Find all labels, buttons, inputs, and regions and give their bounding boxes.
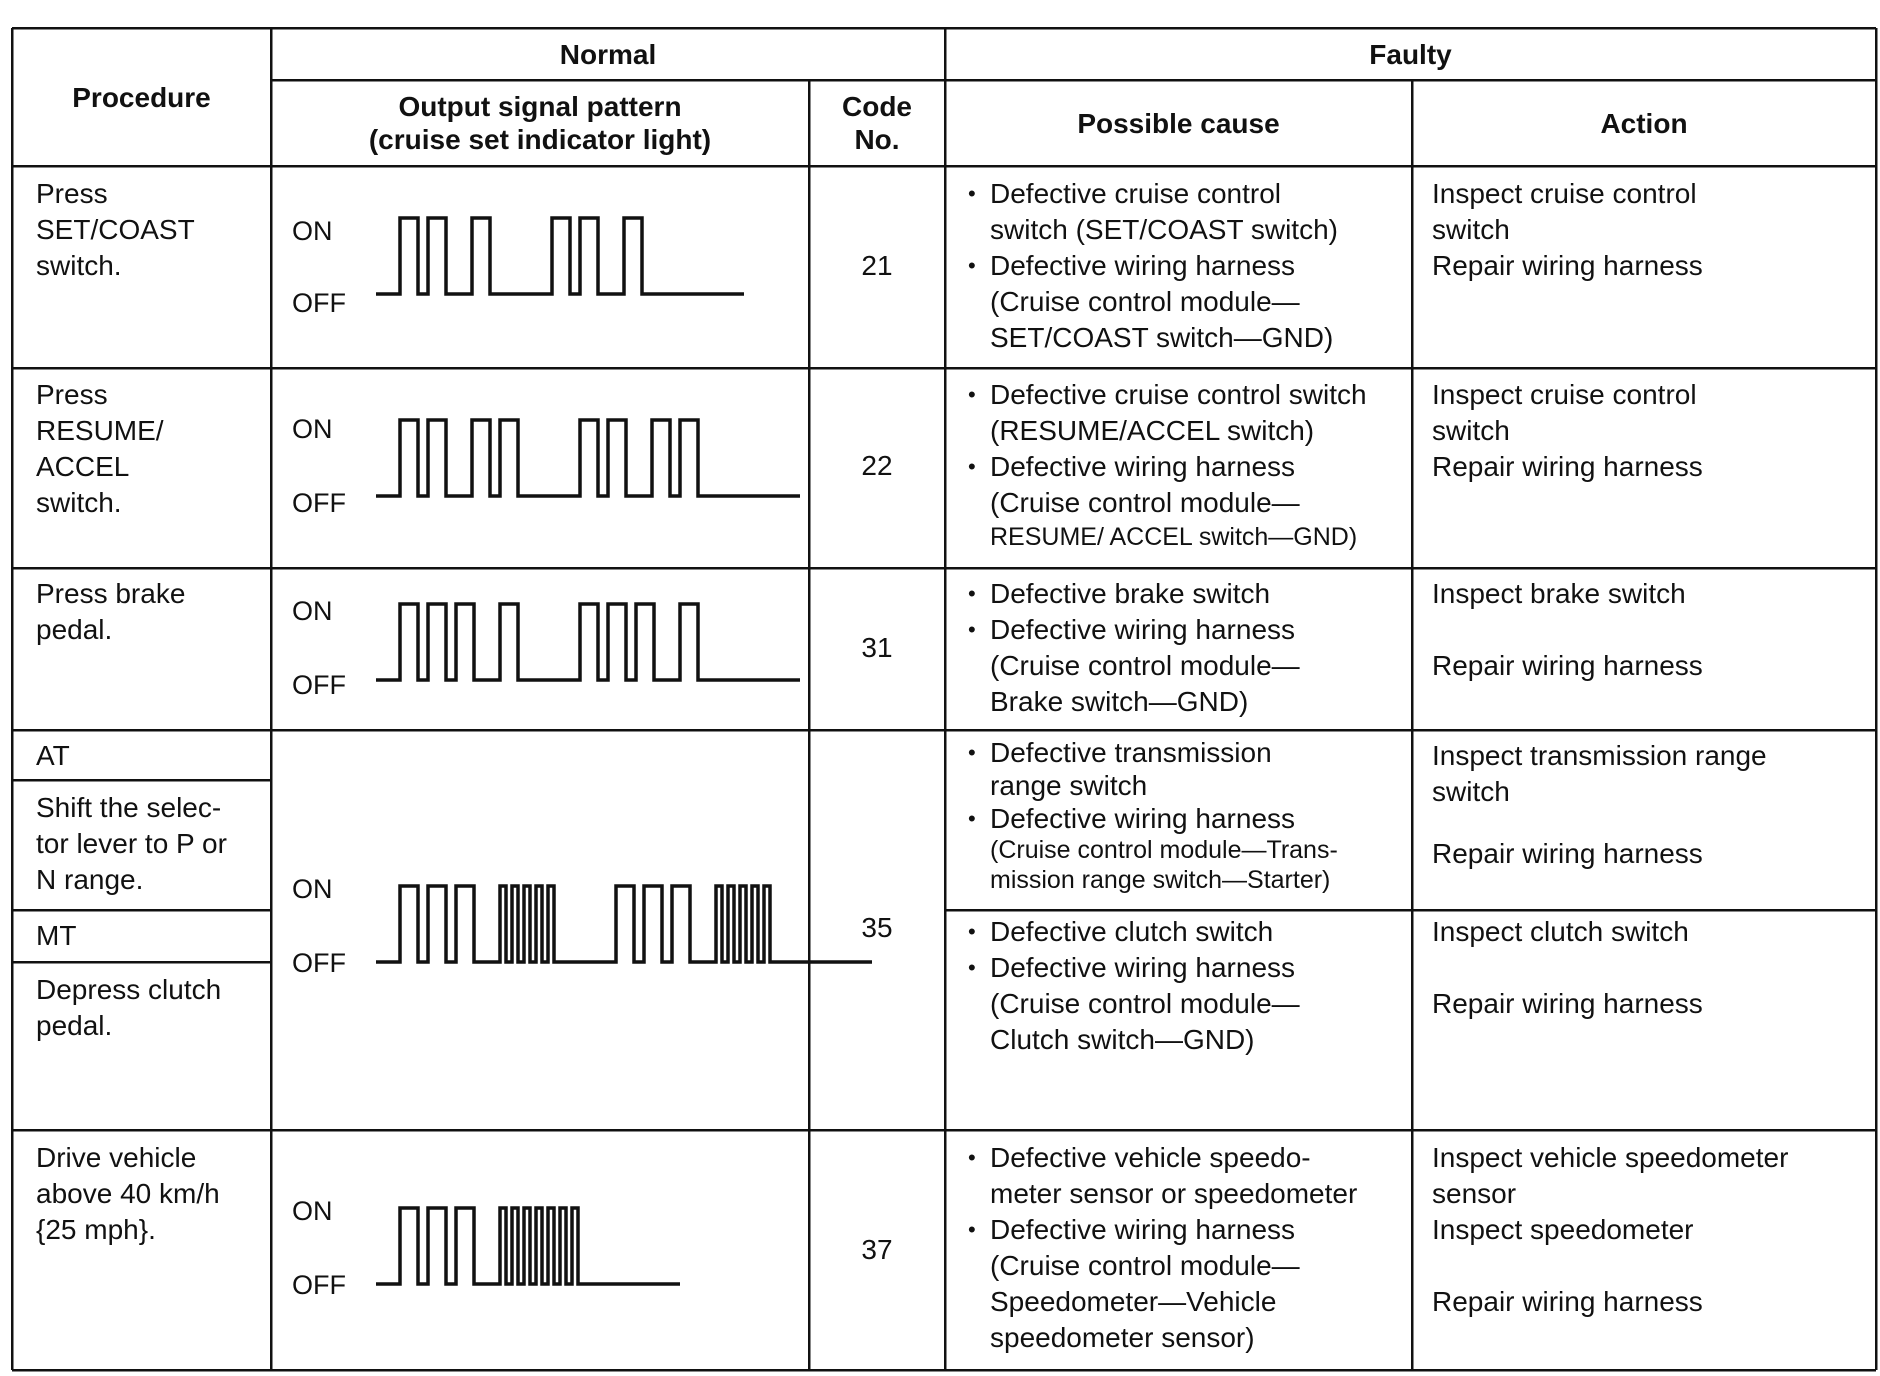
cause-item [966, 1140, 1357, 1212]
row-21-procedure [36, 176, 195, 284]
row-35-off-label: OFF [292, 948, 346, 978]
procedure-line: switch. [36, 487, 122, 518]
faulty-header: Faulty [1369, 38, 1452, 70]
action-line: Inspect vehicle speedometer [1432, 1142, 1789, 1173]
action-line: Inspect speedometer [1432, 1214, 1694, 1245]
cause-line: • Defective vehicle speedo- [990, 1142, 1311, 1173]
action-line: switch [1432, 415, 1510, 446]
cause-line: meter sensor or speedometer [990, 1178, 1358, 1209]
cause-item [966, 248, 1338, 356]
row-35-at-procedure [36, 790, 227, 898]
action-line: Inspect cruise control [1432, 178, 1697, 209]
cause-line: • Defective wiring harness [990, 614, 1296, 645]
row-22-procedure [36, 377, 164, 521]
cause-line: • Defective brake switch [990, 578, 1271, 609]
row-22-causes [966, 377, 1367, 553]
action-line [1432, 950, 1703, 986]
action-line: Repair wiring harness [1432, 988, 1703, 1019]
output-signal-header [271, 80, 809, 166]
cause-line: RESUME/ ACCEL switch—GND) [990, 523, 1358, 551]
row-21-code: 21 [861, 250, 893, 281]
row-22-actions [1432, 377, 1703, 485]
cause-line: Brake switch—GND) [990, 686, 1249, 717]
possible-cause-header: Possible cause [1077, 107, 1280, 139]
procedure-line: Press [36, 379, 108, 410]
action-line: Inspect clutch switch [1432, 916, 1689, 947]
action-line: Repair wiring harness [1432, 250, 1703, 281]
output-signal-header-line1: Output signal pattern [398, 91, 682, 122]
cause-line: • Defective wiring harness [990, 451, 1296, 482]
row-31-code: 31 [861, 632, 893, 663]
row-37-code: 37 [861, 1234, 893, 1265]
row-21-signal-pattern [376, 210, 756, 310]
action-line: Repair wiring harness [1432, 838, 1703, 869]
procedure-line: ACCEL [36, 451, 130, 482]
row-37-off-label: OFF [292, 1270, 346, 1300]
procedure-line: N range. [36, 864, 144, 895]
cause-item [966, 449, 1367, 553]
row-35-at-causes [966, 736, 1338, 895]
action-line: switch [1432, 776, 1510, 807]
cause-line: mission range switch—Starter) [990, 866, 1331, 894]
signal-waveform [376, 218, 744, 294]
row-35-code: 35 [861, 912, 893, 943]
procedure-line: SET/COAST [36, 214, 195, 245]
cause-line: • Defective clutch switch [990, 916, 1274, 947]
procedure-line: switch. [36, 250, 122, 281]
cause-line: switch (SET/COAST switch) [990, 214, 1338, 245]
procedure-line: {25 mph}. [36, 1214, 156, 1245]
row-31-off-label: OFF [292, 670, 346, 700]
cause-line: • Defective wiring harness [990, 1214, 1296, 1245]
row-22-on-label: ON [292, 414, 333, 444]
row-22-signal-pattern [376, 412, 776, 512]
cause-item [966, 736, 1338, 802]
procedure-line: tor lever to P or [36, 828, 227, 859]
cause-line: • Defective transmission [990, 737, 1272, 768]
row-35-on-label: ON [292, 874, 333, 904]
row-31-procedure [36, 576, 185, 648]
row-31-on-label: ON [292, 596, 333, 626]
row-35-at-label: AT [36, 740, 70, 771]
cause-line: SET/COAST switch—GND) [990, 322, 1334, 353]
procedure-line: pedal. [36, 1010, 113, 1041]
row-21-causes [966, 176, 1338, 356]
row-31-actions [1432, 576, 1703, 684]
cause-item [966, 612, 1300, 720]
signal-waveform [376, 1208, 680, 1284]
row-35-mt-actions [1432, 914, 1703, 1022]
cause-line: speedometer sensor) [990, 1322, 1255, 1353]
cause-line: • Defective wiring harness [990, 250, 1296, 281]
action-line [1432, 612, 1703, 648]
action-line [1432, 1248, 1788, 1284]
procedure-line: Shift the selec- [36, 792, 222, 823]
action-line: Repair wiring harness [1432, 650, 1703, 681]
cause-item [966, 802, 1338, 895]
action-line: Inspect transmission range [1432, 740, 1767, 771]
cause-line: (Cruise control module— [990, 1250, 1300, 1281]
procedure-line: above 40 km/h [36, 1178, 220, 1209]
row-37-procedure [36, 1140, 220, 1248]
cause-item [966, 950, 1300, 1058]
row-35-at-actions [1432, 738, 1767, 872]
action-line [1432, 810, 1767, 836]
action-line: switch [1432, 214, 1510, 245]
procedure-header: Procedure [72, 81, 211, 113]
code-header-line2: No. [854, 124, 900, 155]
row-37-signal-pattern [376, 1200, 756, 1300]
cause-line: • Defective cruise control switch [990, 379, 1367, 410]
row-37-on-label: ON [292, 1196, 333, 1226]
signal-waveform [376, 604, 800, 680]
normal-header: Normal [559, 38, 657, 70]
procedure-line: Depress clutch [36, 974, 222, 1005]
row-37-causes [966, 1140, 1357, 1356]
row-31-causes [966, 576, 1300, 720]
cause-item [966, 176, 1338, 248]
cause-line: • Defective cruise control [990, 178, 1282, 209]
row-22-off-label: OFF [292, 488, 346, 518]
row-35-mt-causes [966, 914, 1300, 1058]
cause-line: • Defective wiring harness [990, 803, 1296, 834]
procedure-line: RESUME/ [36, 415, 164, 446]
procedure-line: pedal. [36, 614, 113, 645]
action-line: Repair wiring harness [1432, 451, 1703, 482]
cause-line: (Cruise control module— [990, 988, 1300, 1019]
procedure-line: Press brake [36, 578, 186, 609]
cause-line: (Cruise control module— [990, 650, 1300, 681]
row-21-on-label: ON [292, 216, 333, 246]
code-header-line1: Code [842, 91, 912, 122]
action-header: Action [1600, 107, 1688, 139]
row-37-actions [1432, 1140, 1788, 1320]
cause-line: (Cruise control module—Trans- [990, 836, 1338, 864]
cause-line: (RESUME/ACCEL switch) [990, 415, 1315, 446]
row-35-mt-label: MT [36, 920, 77, 951]
cause-line: Clutch switch—GND) [990, 1024, 1255, 1055]
cause-line: Speedometer—Vehicle [990, 1286, 1277, 1317]
row-21-actions [1432, 176, 1703, 284]
cause-item [966, 576, 1300, 612]
procedure-line: Drive vehicle [36, 1142, 197, 1173]
cause-line: range switch [990, 770, 1148, 801]
cause-line: • Defective wiring harness [990, 952, 1296, 983]
row-21-off-label: OFF [292, 288, 346, 318]
row-35-mt-procedure [36, 972, 221, 1044]
row-31-signal-pattern [376, 596, 756, 696]
row-35-signal-pattern [376, 878, 776, 978]
signal-waveform [376, 420, 800, 496]
code-header [809, 80, 945, 166]
action-line: Repair wiring harness [1432, 1286, 1703, 1317]
action-line: Inspect cruise control [1432, 379, 1697, 410]
action-line: Inspect brake switch [1432, 578, 1686, 609]
cause-line: (Cruise control module— [990, 286, 1300, 317]
output-signal-header-line2: (cruise set indicator light) [368, 124, 712, 155]
cause-item [966, 1212, 1357, 1356]
action-line: sensor [1432, 1178, 1517, 1209]
row-22-code: 22 [861, 450, 893, 481]
cause-item [966, 914, 1300, 950]
procedure-line: Press [36, 178, 108, 209]
cause-item [966, 377, 1367, 449]
cause-line: (Cruise control module— [990, 487, 1300, 518]
